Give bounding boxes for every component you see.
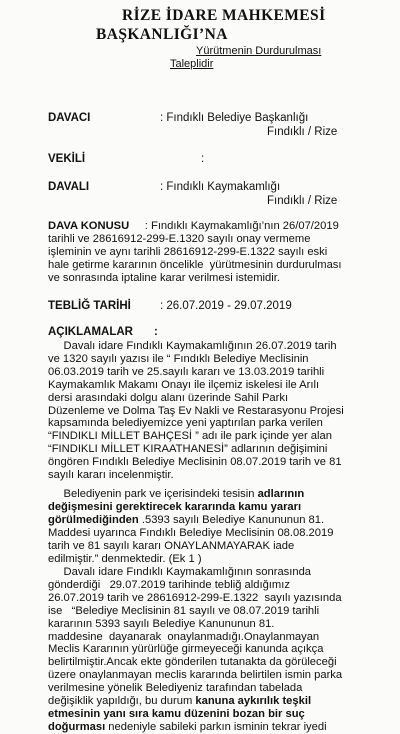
notification-row — [48, 300, 292, 313]
explanations-label: AÇIKLAMALAR — [48, 326, 133, 338]
court-name: RİZE İDARE MAHKEMESİ — [122, 7, 326, 24]
attorney-row — [48, 153, 205, 166]
defendant-label: DAVALI — [48, 181, 90, 193]
p2-line: tarih ve 81 sayılı kararı ONAYLANMAYARAK iade — [48, 539, 295, 552]
case-line-5: ve sonrasında iptaline karar verilmesi istemidir. — [48, 271, 280, 284]
p3-bold: etmesinin yanı sıra kamu düzenini bozan bir suç — [48, 707, 305, 720]
p1-line: Davalı idare Fındıklı Kaymakamlığının 26.07.2019 tarih — [63, 340, 337, 352]
paragraph-2 — [48, 488, 398, 565]
case-line-2: tarihli ve 28616912-299-E.1320 sayılı onay vermeme — [48, 232, 311, 245]
p1-line: kapsamında belediyemizce yeni yaptırılan parka verilen — [48, 417, 323, 430]
p3-line: maddesine dayanarak onaylanmadığı.Onaylanmayan — [48, 630, 320, 643]
request-line-1: Yürütmenin Durdurulması — [196, 45, 322, 57]
case-line-3: işleminin ve aynı tarihli 28616912-299-E.1322 sayılı eski — [48, 245, 328, 258]
p1-line: öngören Fındıklı Belediye Meclisinin 08.07.2019 tarih ve 81 — [48, 456, 342, 469]
p1-line: Kaymakamlık Makamı Onayı ile ilçemiz iskelesi ile Arılı — [48, 378, 320, 391]
p1-line: dersi arasındaki dolgu alanı üzerinde Sahil Parkı — [48, 391, 289, 404]
p1-line: ve 1320 sayılı yazısı ile “ Fındıklı Belediye Meclisinin — [48, 352, 309, 365]
p3-line: ise “Belediye Meclisinin 81 sayılı ve 08.07.2019 tarihli — [48, 604, 320, 617]
p2-text: .5393 sayılı Belediye Kanununun 81. — [138, 513, 325, 526]
request-note — [170, 45, 322, 71]
p1-line: 06.03.2019 tarih ve 25.sayılı kararı ve 13.03.2019 tarihli — [48, 365, 325, 378]
p1-line: sayılı kararı incelenmiştir. — [48, 469, 174, 482]
paragraph-3 — [48, 566, 398, 734]
plaintiff-row — [48, 112, 338, 138]
p3-line: 26.07.2019 tarih ve 28616912-299-E.1322 sayılı yazısında — [48, 591, 342, 604]
p1-line: “FINDIKLI MİLLET KIRAATHANESİ” adlarının değişimini — [48, 443, 328, 456]
p3-text: nedeniyle sabileki parkın isminin tekrar iyedi — [105, 720, 327, 733]
case-line-4: hale getirme kararının öncelikle yürütmesinin durdurulması — [48, 258, 342, 271]
p2-bold: değişmesini gerektirecek kararında kamu yararı — [48, 500, 302, 513]
attorney-label: VEKİLİ — [48, 153, 86, 165]
p2-bold: görülmediğinden — [48, 513, 139, 526]
attorney-value: : — [201, 153, 205, 165]
plaintiff-place: Fındıklı / Rize — [267, 126, 338, 138]
plaintiff-value: : Fındıklı Belediye Başkanlığı — [160, 112, 309, 124]
p2-text: Belediyenin park ve içerisindeki tesisin — [63, 488, 258, 500]
defendant-value: : Fındıklı Kaymakamlığı — [160, 181, 281, 193]
case-line-1: : Fındıklı Kaymakamlığı’nın 26/07/2019 — [144, 220, 339, 232]
defendant-row — [48, 181, 338, 207]
defendant-place: Fındıklı / Rize — [267, 195, 338, 207]
p3-line: kararının 5393 sayılı Belediye Kanununun 81. — [48, 617, 275, 630]
p2-line: edilmiştir.” denmektedir. (Ek 1 ) — [48, 552, 202, 565]
p3-line: değişiklik yapıldığı, bu durum — [48, 695, 196, 708]
explanations-heading — [48, 326, 158, 339]
p3-line: verilmesine yönelik Belediyeniz tarafından tabelada — [48, 682, 303, 695]
p3-line: belirtilmiştir.Ancak ekte gönderilen tutanakta da görüleceği — [48, 656, 337, 669]
p3-line: gönderdiği 29.07.2019 tarihinde tebliğ aldığımız — [48, 578, 290, 591]
p2-bold: adlarının — [257, 488, 305, 500]
plaintiff-label: DAVACI — [48, 112, 91, 124]
notification-label: TEBLİĞ TARİHİ — [48, 300, 131, 312]
p3-line: Meclis Kararının yürürlüğe girmeyeceği kanunda açıkça — [48, 643, 324, 656]
case-subject — [48, 220, 398, 285]
p3-line: üzere onaylanmayan meclis kararında belirtilen ismin parka — [48, 669, 343, 682]
explanations-colon: : — [154, 326, 158, 338]
p3-bold: doğurması — [48, 720, 106, 733]
p3-bold: kanuna aykırılık teşkil — [195, 695, 312, 708]
request-line-2: Taleplidir — [170, 58, 214, 70]
paragraph-1 — [48, 340, 398, 482]
court-header — [96, 6, 336, 44]
p2-line: Maddesi uyarınca Fındıklı Belediye Meclisinin 08.08.2019 — [48, 526, 334, 539]
case-label: DAVA KONUSU — [48, 220, 130, 232]
court-presidency: BAŞKANLIĞI’NA — [96, 26, 228, 43]
notification-value: : 26.07.2019 - 29.07.2019 — [160, 300, 292, 312]
p1-line: “FINDIKLI MİLLET BAHÇESİ ” adı ile park içinde yer alan — [48, 430, 332, 443]
p3-line: Davalı idare Fındıklı Kaymakamlığının sonrasında — [63, 566, 312, 578]
p1-line: Düzenleme ve Dolma Taş Ev Nakli ve Restarasyonu Projesi — [48, 404, 344, 417]
